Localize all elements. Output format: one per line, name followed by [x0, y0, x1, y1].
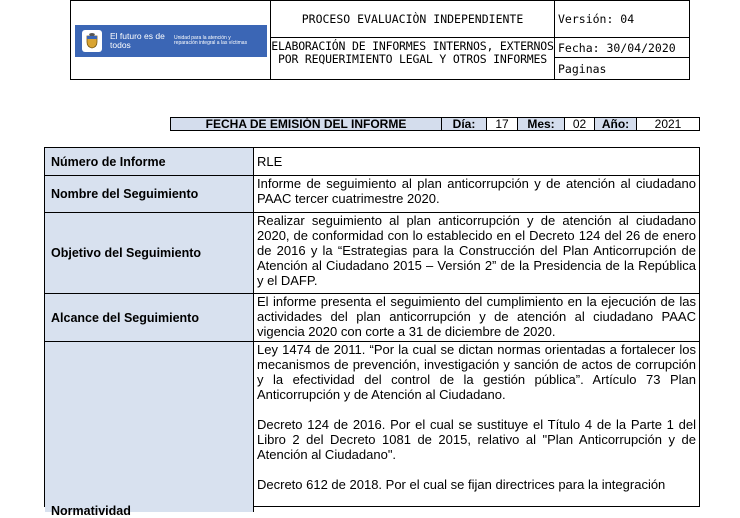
header-title-cell	[271, 1, 555, 79]
logo-sub-text: Unidad para la atención y reparación integral a las víctimas	[174, 34, 248, 46]
table-row	[45, 213, 699, 294]
logo-main-text: El futuro es de todos	[110, 31, 165, 50]
year-value: 2021	[654, 117, 682, 131]
process-title: PROCESO EVALUACIÒN INDEPENDIENTE	[271, 1, 554, 38]
row-label: Objetivo del Seguimiento	[45, 213, 254, 293]
regulation-paragraph: Ley 1474 de 2011. “Por la cual se dictan normas orientadas a fortalecer los mecanismos de prevención, investigación y sanción de actos de corrupción y la efectividad del control de la gestión pública”. Artículo 73 Plan Anticorrupción y de Atención al Ciudadano.	[257, 342, 696, 402]
institution-logo	[75, 25, 267, 57]
emission-label: FECHA DE EMISIÓN DEL INFORME	[171, 118, 442, 130]
regulation-paragraph: Decreto 124 de 2016. Por el cual se sustituye el Título 4 de la Parte 1 del Libro 2 del Decreto 1081 de 2015, relativo al "Plan Anticorrupción y de Atención al Ciudadano".	[257, 417, 696, 462]
row-value: El informe presenta el seguimiento del cumplimiento en la ejecución de las actividades del plan anticorrupción y de atención al ciudadano PAAC vigencia 2020 con corte a 31 de diciembre de 2020.	[257, 294, 696, 339]
row-value	[254, 342, 699, 512]
row-label: Número de Informe	[45, 148, 254, 175]
header-meta-cell	[555, 1, 689, 79]
row-value: Informe de seguimiento al plan anticorrupción y de atención al ciudadano PAAC tercer cuatrimestre 2020.	[257, 176, 696, 206]
row-label	[45, 342, 254, 518]
date-label: Fecha: 30/04/2020	[555, 38, 689, 58]
table-row	[45, 148, 699, 176]
regulation-paragraph: Decreto 612 de 2018. Por el cual se fijan directrices para la integración	[257, 477, 666, 492]
document-header	[70, 0, 690, 80]
table-row	[45, 342, 699, 518]
row-value: Realizar seguimiento al plan anticorrupción y de atención al ciudadano 2020, de conformidad con lo establecido en el Decreto 124 del 26 de enero de 2016 y la “Estrategias para la Construcción del Plan Anticorrupción de Atención al Ciudadano 2015 – Versión 2” de la Presidencia de la República y el DAFP.	[257, 213, 696, 288]
row-label-text: Normatividad	[51, 504, 131, 518]
emission-date-bar	[170, 117, 700, 131]
document-subtitle: ELABORACIÓN DE INFORMES INTERNOS, EXTERNOS POR REQUERIMIENTO LEGAL Y OTROS INFORMES	[271, 39, 554, 66]
pages-label: Paginas	[558, 61, 607, 76]
day-value: 17	[487, 118, 518, 130]
row-label: Nombre del Seguimiento	[45, 176, 254, 212]
row-label: Alcance del Seguimiento	[45, 294, 254, 341]
month-value: 02	[565, 118, 595, 130]
table-row	[45, 294, 699, 342]
day-label: Día:	[442, 118, 487, 130]
month-label: Mes:	[518, 118, 565, 130]
version-label: Versión: 04	[555, 1, 689, 38]
report-info-table	[44, 147, 700, 518]
table-row	[45, 176, 699, 213]
row-value: RLE	[257, 154, 283, 169]
year-label: Año:	[595, 118, 637, 130]
coat-of-arms-icon	[82, 30, 102, 52]
header-logo-cell	[71, 1, 271, 79]
